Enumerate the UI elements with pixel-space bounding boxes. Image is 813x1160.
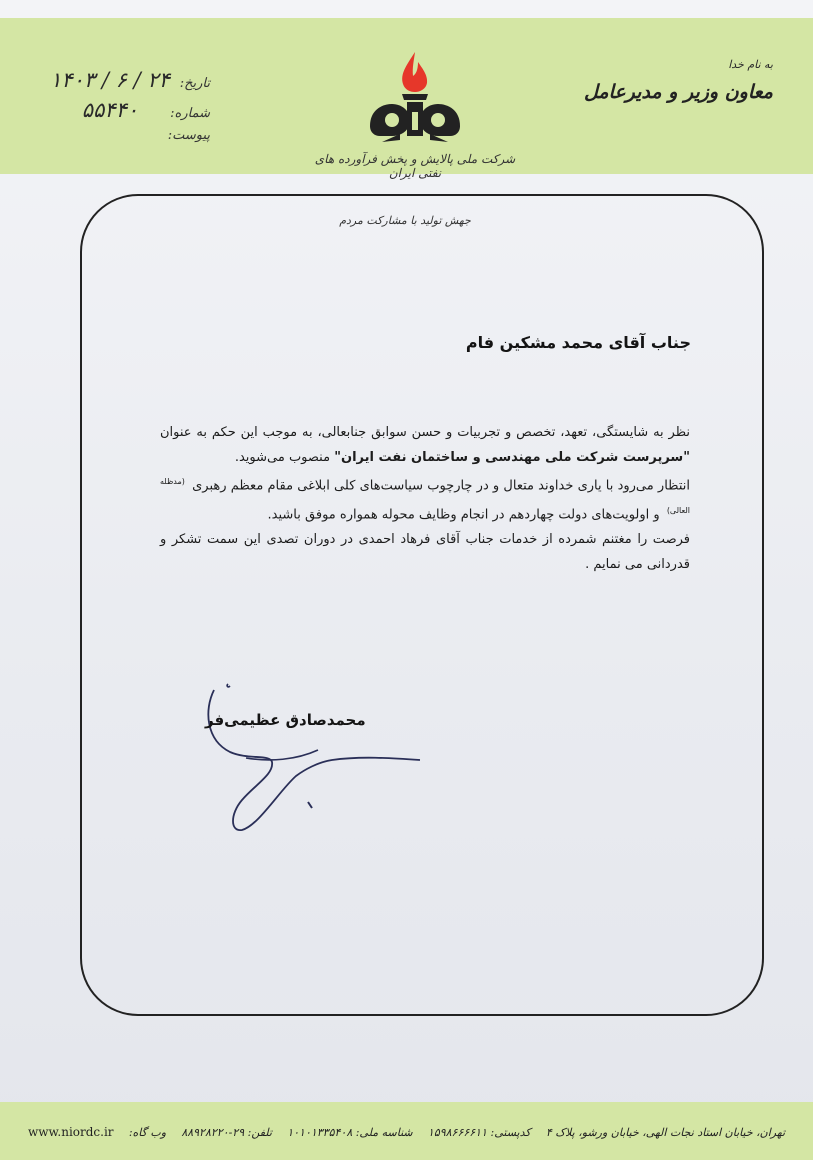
signer-name: محمدصادق عظیمی‌فر — [205, 711, 366, 729]
footer-contact-line — [28, 1120, 785, 1144]
paragraph-thanks — [160, 527, 690, 577]
letter-footer — [0, 1102, 813, 1160]
p2-text-a: انتظار می‌رود با یاری خداوند متعال و در چارچوب سیاست‌های کلی ابلاغی مقام معظم رهبری — [192, 478, 690, 494]
attachment-row — [50, 128, 210, 154]
number-label: شماره: — [170, 106, 210, 121]
slogan: جهش تولید با مشارکت مردم — [339, 214, 471, 227]
date-label: تاریخ: — [179, 76, 210, 91]
footer-phone: تلفن: ۲۹-۸۸۹۲۸۲۲۰ — [181, 1125, 272, 1139]
date-value: ۱۴۰۳ / ۶ / ۲۴ — [50, 68, 170, 92]
letter-meta — [50, 68, 210, 158]
handwritten-signature — [200, 680, 430, 840]
footer-postal-code: کدپستی: ۱۵۹۸۶۶۶۶۱۱ — [427, 1125, 531, 1139]
company-name: شرکت ملی پالایش و پخش فرآورده های نفتی ایران — [314, 152, 516, 180]
number-row — [50, 98, 210, 124]
letterhead-right — [584, 58, 773, 103]
date-row — [50, 68, 210, 94]
salutation: جناب آقای محمد مشکین فام — [465, 333, 691, 352]
attachment-label: پیوست: — [167, 128, 210, 143]
p2-honorific: (مدظله العالی) — [160, 477, 690, 516]
footer-national-id: شناسه ملی: ۱۰۱۰۱۳۳۵۴۰۸ — [287, 1125, 413, 1139]
p3-text: فرصت را مغتنم شمرده از خدمات جناب آقای فرهاد احمدی در دوران تصدی این سمت تشکر و قدردانی می نمایم . — [160, 531, 690, 572]
p2-text-b: و اولویت‌های دولت چهاردهم در انجام وظایف محوله همواره موفق باشید. — [267, 507, 660, 523]
p1-text-a: نظر به شایستگی، تعهد، تخصص و تجربیات و حسن سوابق جنابعالی، به موجب این حکم به عنوان — [160, 425, 690, 440]
letterhead — [0, 18, 813, 180]
p1-text-b: منصوب می‌شوید. — [234, 450, 331, 465]
basmala-text: به نام خدا — [728, 58, 773, 71]
deputy-title: معاون وزیر و مدیرعامل — [583, 81, 773, 103]
flame-logo-icon — [360, 48, 470, 148]
footer-website-label: وب گاه: — [128, 1125, 167, 1139]
footer-address: تهران، خیابان استاد نجات الهی، خیابان ورشو، پلاک ۴ — [545, 1125, 785, 1139]
number-value: ۵۵۴۴۰ — [81, 98, 139, 122]
footer-website[interactable]: www.niordc.ir — [28, 1125, 114, 1139]
letter-body — [160, 420, 690, 577]
content-frame — [80, 194, 764, 1016]
paragraph-expectation — [160, 469, 690, 528]
paragraph-appointment — [160, 420, 690, 470]
p1-position-title: "سرپرست شرکت ملی مهندسی و ساختمان نفت ایران" — [334, 450, 690, 465]
company-logo-block — [310, 48, 520, 178]
